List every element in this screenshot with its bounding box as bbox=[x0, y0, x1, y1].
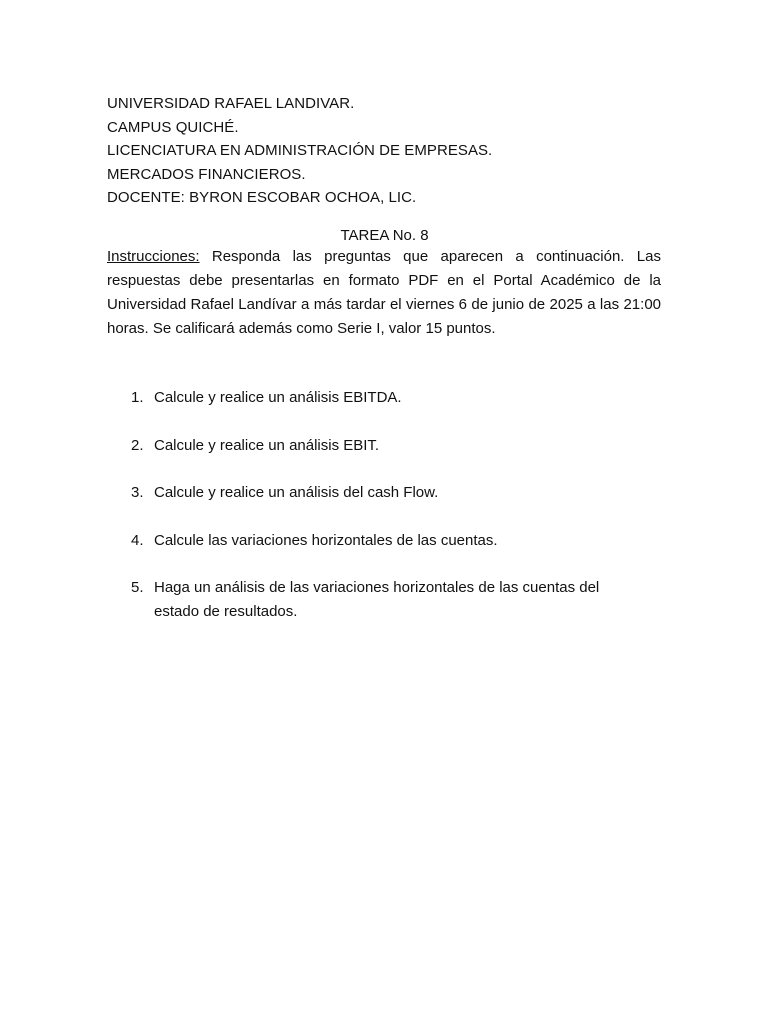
course-name: MERCADOS FINANCIEROS. bbox=[107, 165, 306, 183]
instructions-text: Responda las preguntas que aparecen a continuación. Las respuestas debe presentarlas en formato PDF en el Portal Académico de la Universidad Rafael Landívar a más tardar el viernes 6 de junio de 2025 a las 21:00 horas. Se calificará además como Serie I, valor 15 puntos. bbox=[107, 248, 661, 337]
question-number: 5. bbox=[131, 579, 144, 596]
document-header bbox=[107, 92, 667, 210]
instructor-name: DOCENTE: BYRON ESCOBAR OCHOA, LIC. bbox=[107, 189, 417, 206]
question-item bbox=[131, 529, 631, 553]
instructions-label: Instrucciones: bbox=[107, 248, 200, 265]
question-item bbox=[131, 434, 631, 458]
question-list bbox=[131, 386, 631, 647]
question-text: Calcule las variaciones horizontales de las cuentas. bbox=[154, 531, 498, 549]
question-number: 1. bbox=[131, 389, 144, 406]
question-number: 3. bbox=[131, 484, 144, 501]
question-item bbox=[131, 386, 631, 410]
instructions-paragraph bbox=[107, 245, 661, 341]
degree-program: LICENCIATURA EN ADMINISTRACIÓN DE EMPRESAS. bbox=[107, 142, 493, 159]
campus-name: CAMPUS QUICHÉ. bbox=[107, 118, 239, 136]
question-text: Calcule y realice un análisis del cash Flow. bbox=[154, 484, 439, 501]
task-title: TAREA No. 8 bbox=[340, 227, 429, 244]
question-item bbox=[131, 481, 631, 505]
question-text: Calcule y realice un análisis EBITDA. bbox=[154, 389, 402, 406]
question-text: Haga un análisis de las variaciones horizontales de las cuentas del estado de resultados. bbox=[154, 579, 600, 620]
question-number: 2. bbox=[131, 436, 144, 454]
university-name: UNIVERSIDAD RAFAEL LANDIVAR. bbox=[107, 95, 355, 112]
question-number: 4. bbox=[131, 531, 144, 549]
question-item bbox=[131, 576, 631, 623]
question-text: Calcule y realice un análisis EBIT. bbox=[154, 436, 380, 454]
